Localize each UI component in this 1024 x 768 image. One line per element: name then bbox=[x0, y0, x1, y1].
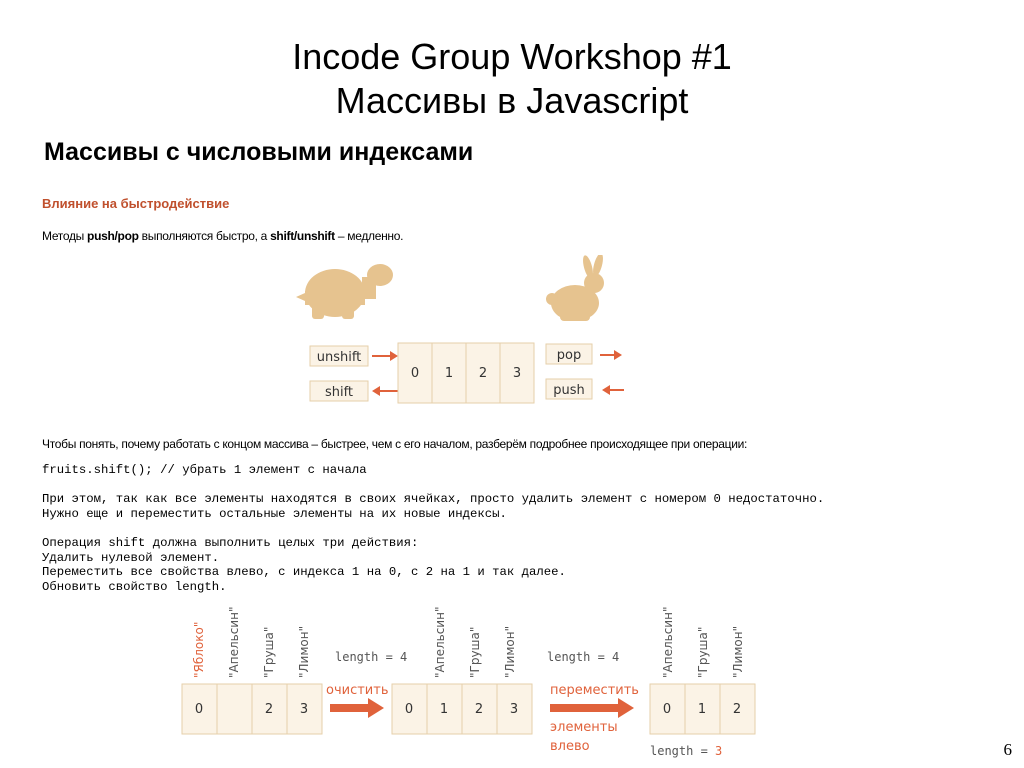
stage1-label: "Лимон" bbox=[297, 625, 311, 678]
stage2-label: "Груша" bbox=[468, 626, 482, 678]
stage1-cells bbox=[182, 684, 322, 734]
stage3-cell: 1 bbox=[697, 702, 707, 717]
stage1-labels-rest bbox=[227, 607, 311, 678]
section-heading: Массивы с числовыми индексами bbox=[44, 138, 474, 166]
stage1-cell: 0 bbox=[194, 702, 204, 717]
shift-label: shift bbox=[324, 385, 354, 400]
length-label-1: length = 4 bbox=[335, 650, 408, 664]
stage1-cell: 3 bbox=[299, 702, 309, 717]
action-move-line1: переместить bbox=[550, 683, 639, 698]
stage3-cells bbox=[650, 684, 755, 734]
length-3-prefix: length = bbox=[650, 744, 716, 758]
pop-label: pop bbox=[556, 348, 582, 363]
stage2-label: "Апельсин" bbox=[433, 606, 447, 678]
mono-para1-line2: Нужно еще и переместить остальные элементы на их новые индексы. bbox=[42, 507, 507, 521]
stage2-label: "Лимон" bbox=[503, 625, 517, 678]
array-cell: 3 bbox=[512, 366, 522, 381]
methods-slow: shift/unshift bbox=[270, 229, 335, 243]
stage1-label: "Апельсин" bbox=[227, 606, 241, 678]
length-label-2: length = 4 bbox=[547, 650, 620, 664]
slide-title-line1: Incode Group Workshop #1 bbox=[292, 36, 732, 77]
methods-middle: выполняются быстро, а bbox=[138, 229, 271, 243]
page-number: 6 bbox=[1003, 740, 1012, 759]
stage2-cell: 1 bbox=[439, 702, 449, 717]
action-move-line3: влево bbox=[550, 739, 590, 754]
stage2-cells bbox=[392, 684, 532, 734]
array-cell: 2 bbox=[478, 366, 488, 381]
stage2-cell: 2 bbox=[474, 702, 484, 717]
stage2-cell: 3 bbox=[509, 702, 519, 717]
rabbit-icon bbox=[546, 255, 605, 321]
stage1-labels bbox=[192, 622, 206, 678]
mono-para1-line1: При этом, так как все элементы находятся в своих ячейках, просто удалить элемент с номером 0 недостаточно. bbox=[42, 492, 825, 506]
code-line: fruits.shift(); // убрать 1 элемент с начала bbox=[42, 463, 367, 477]
stage2-cell: 0 bbox=[404, 702, 414, 717]
stage2-labels bbox=[433, 607, 517, 678]
unshift-label: unshift bbox=[316, 350, 362, 365]
stage3-label: "Апельсин" bbox=[661, 606, 675, 678]
methods-suffix: – медленно. bbox=[334, 229, 404, 243]
length-3-value: 3 bbox=[715, 744, 723, 758]
methods-paragraph bbox=[42, 229, 403, 243]
methods-fast: push/pop bbox=[87, 229, 139, 243]
unshift-group bbox=[310, 346, 398, 366]
mono-para2-line3: Переместить все свойства влево, с индекса 1 на 0, с 2 на 1 и так далее. bbox=[42, 565, 566, 579]
arrow-right-icon bbox=[330, 698, 384, 718]
shift-diagram bbox=[170, 598, 770, 763]
mono-para2-line4: Обновить свойство length. bbox=[42, 580, 227, 594]
shift-group bbox=[310, 381, 398, 401]
stage1-label: "Груша" bbox=[262, 626, 276, 678]
stage1-label: "Яблоко" bbox=[192, 621, 206, 678]
stage3-label: "Лимон" bbox=[731, 625, 745, 678]
array-cell: 1 bbox=[444, 366, 454, 381]
methods-prefix: Методы bbox=[42, 229, 88, 243]
stage3-cell: 2 bbox=[732, 702, 742, 717]
push-group bbox=[546, 379, 624, 399]
array-cells bbox=[398, 343, 534, 403]
stage3-label: "Груша" bbox=[696, 626, 710, 678]
action-clear: очистить bbox=[326, 683, 389, 698]
explain-paragraph: Чтобы понять, почему работать с концом массива – быстрее, чем с его началом, разберём подробнее происходящее при операции: bbox=[42, 437, 748, 451]
length-label-3 bbox=[650, 744, 722, 758]
stage3-labels bbox=[661, 607, 745, 678]
slide-title-line2: Массивы в Javascript bbox=[335, 80, 689, 121]
pop-group bbox=[546, 344, 622, 364]
turtle-icon bbox=[296, 264, 393, 319]
mono-para2-line1: Операция shift должна выполнить целых три действия: bbox=[42, 536, 419, 550]
push-label: push bbox=[553, 383, 585, 398]
stage3-cell: 0 bbox=[662, 702, 672, 717]
action-move-line2: элементы bbox=[550, 720, 618, 735]
mono-para2-line2: Удалить нулевой элемент. bbox=[42, 551, 220, 565]
push-pop-diagram bbox=[290, 255, 640, 415]
array-cell: 0 bbox=[410, 366, 420, 381]
stage1-cell: 2 bbox=[264, 702, 274, 717]
performance-subheading: Влияние на быстродействие bbox=[42, 196, 230, 211]
arrow-right-icon bbox=[550, 698, 634, 718]
